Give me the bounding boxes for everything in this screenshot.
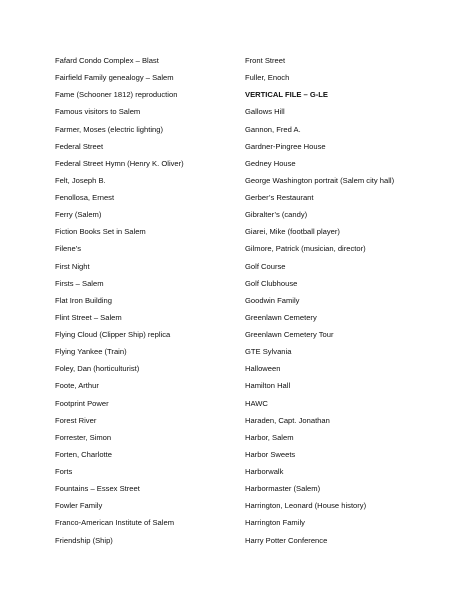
list-item: Harbormaster (Salem) — [245, 484, 321, 494]
list-item: Greenlawn Cemetery Tour — [245, 330, 334, 339]
list-item: Hamilton Hall — [245, 381, 291, 391]
list-item: Fame (Schooner 1812) reproduction — [55, 90, 178, 100]
list-item: Fowler Family — [55, 501, 103, 511]
list-item: Ferry (Salem) — [55, 210, 102, 220]
list-item: Federal Street Hymn (Henry K. Oliver) — [55, 158, 184, 168]
list-item: Firsts – Salem — [55, 278, 104, 288]
list-item: Farmer, Moses (electric lighting) — [55, 124, 164, 134]
section-heading: VERTICAL FILE – G-LE — [245, 90, 328, 100]
list-item: Gedney House — [245, 158, 296, 168]
list-item: Friendship (Ship) — [55, 535, 113, 545]
right-column-list — [245, 52, 445, 549]
list-item: Famous visitors to Salem — [55, 107, 141, 117]
list-item: Fountains – Essex Street — [55, 484, 140, 494]
list-item: Gerber’s Restaurant — [245, 193, 314, 202]
list-item: Giarei, Mike (football player) — [245, 227, 340, 237]
list-item: Harborwalk — [245, 467, 284, 476]
list-item: Forrester, Simon — [55, 432, 112, 442]
list-item: Forten, Charlotte — [55, 449, 112, 459]
list-item: Franco-American Institute of Salem — [55, 518, 175, 528]
list-item: Fenollosa, Ernest — [55, 193, 115, 202]
list-item: HAWC — [245, 398, 268, 408]
list-item: Greenlawn Cemetery — [245, 312, 317, 322]
list-item: Foote, Arthur — [55, 381, 99, 391]
list-item: Goodwin Family — [245, 295, 300, 305]
list-item: First Night — [55, 261, 90, 271]
list-item: GTE Sylvania — [245, 347, 292, 357]
list-item: Foley, Dan (horticulturist) — [55, 364, 140, 374]
list-item: Harbor, Salem — [245, 432, 294, 442]
list-item: Gannon, Fred A. — [245, 124, 301, 134]
list-item: Felt, Joseph B. — [55, 175, 106, 185]
list-item: Harry Potter Conference — [245, 535, 328, 545]
list-item: Gilmore, Patrick (musician, director) — [245, 244, 366, 254]
list-item: Forest River — [55, 415, 97, 425]
list-item: Fairfield Family genealogy – Salem — [55, 73, 174, 83]
list-item: Fiction Books Set in Salem — [55, 227, 146, 237]
list-item: Federal Street — [55, 141, 104, 151]
left-column-list — [55, 52, 240, 549]
list-item: Flying Yankee (Train) — [55, 347, 127, 357]
list-item: Harrington Family — [245, 518, 305, 528]
list-item: Gallows Hill — [245, 107, 285, 117]
list-item: Fuller, Enoch — [245, 73, 290, 83]
list-item: Halloween — [245, 364, 281, 374]
list-item: George Washington portrait (Salem city hall) — [245, 175, 395, 185]
list-item: Flint Street – Salem — [55, 312, 122, 322]
list-item: Fafard Condo Complex – Blast — [55, 56, 159, 65]
list-item: Filene’s — [55, 244, 82, 254]
list-item: Flying Cloud (Clipper Ship) replica — [55, 330, 171, 339]
list-item: Flat Iron Building — [55, 295, 112, 305]
list-item: Haraden, Capt. Jonathan — [245, 415, 330, 425]
list-item: Golf Clubhouse — [245, 278, 298, 288]
list-item: Harbor Sweets — [245, 449, 296, 459]
list-item: Harrington, Leonard (House history) — [245, 501, 367, 511]
list-item: Forts — [55, 467, 73, 476]
list-item: Gardner-Pingree House — [245, 141, 326, 151]
list-item: Gibralter’s (candy) — [245, 210, 308, 220]
list-item: Footprint Power — [55, 398, 109, 408]
list-item: Golf Course — [245, 261, 286, 271]
list-item: Front Street — [245, 56, 286, 65]
